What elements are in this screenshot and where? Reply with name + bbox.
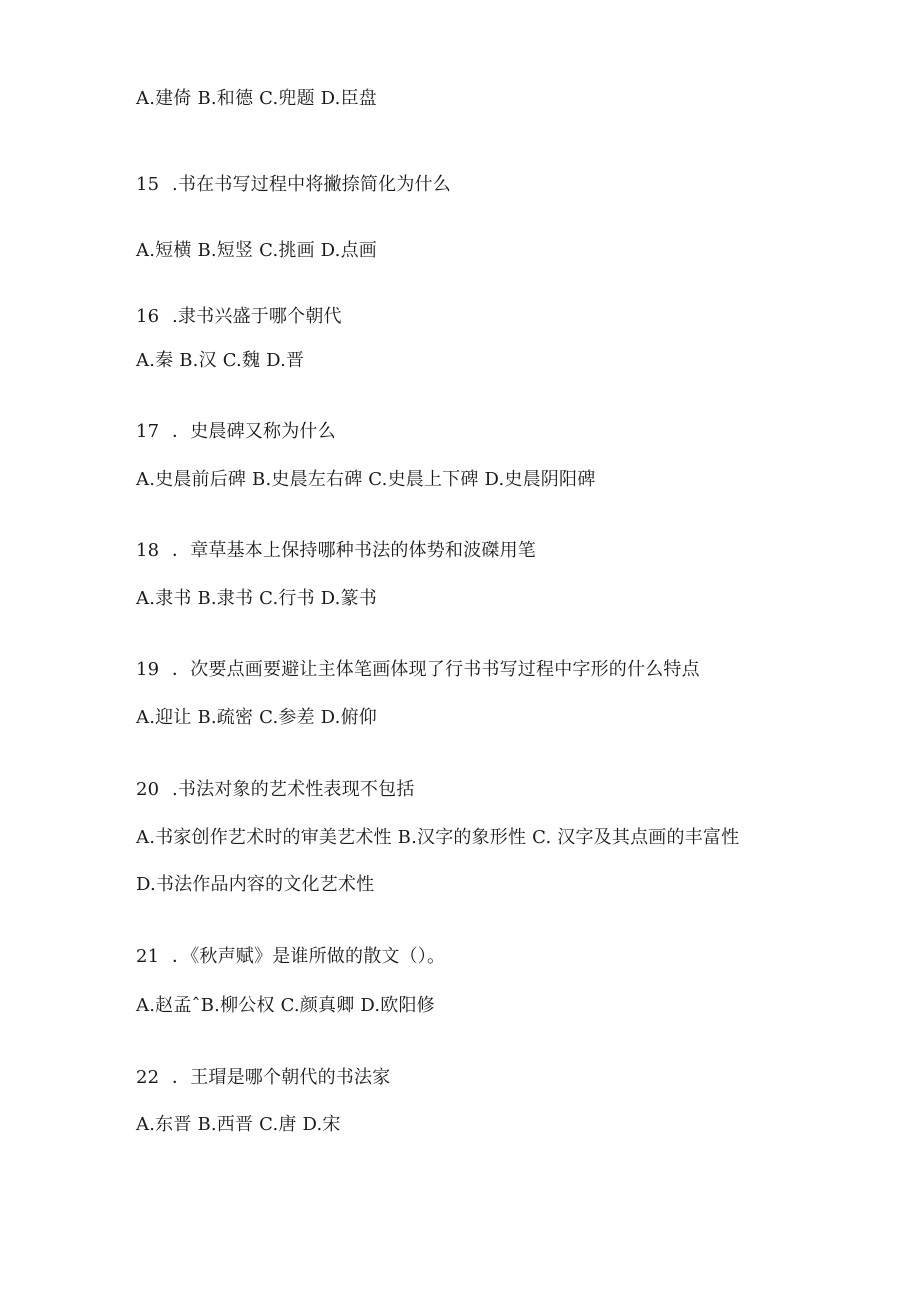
question-17 [136, 420, 336, 444]
question-19 [136, 658, 700, 682]
question-number: 21 [136, 946, 160, 967]
options-line-19 [136, 706, 377, 730]
options-text: A.史晨前后碑 B.史晨左右碑 C.史晨上下碑 D.史晨阴阳碑 [136, 469, 596, 490]
options-line-18 [136, 587, 377, 611]
question-15 [136, 173, 451, 197]
question-20 [136, 778, 415, 802]
options-text: A.隶书 B.隶书 C.行书 D.篆书 [136, 588, 377, 609]
options-text: A.赵孟ˆB.柳公权 C.颜真卿 D.欧阳修 [136, 995, 435, 1016]
options-line-21 [136, 994, 435, 1018]
options-line-14 [136, 87, 377, 111]
question-18 [136, 539, 536, 563]
options-text: A.建倚 B.和德 C.兜题 D.臣盘 [136, 88, 377, 109]
options-line-22 [136, 1113, 341, 1137]
question-number: 18 [136, 540, 160, 561]
options-text: A.秦 B.汉 C.魏 D.晋 [136, 350, 305, 371]
question-number: 19 [136, 659, 160, 680]
question-number: 16 [136, 306, 160, 327]
question-text: .隶书兴盛于哪个朝代 [172, 306, 342, 327]
question-text: .书法对象的艺术性表现不包括 [172, 779, 415, 800]
question-text: ．王瑁是哪个朝代的书法家 [172, 1067, 391, 1088]
question-16 [136, 305, 342, 329]
question-text: ．史晨碑又称为什么 [172, 421, 336, 442]
options-text: A.书家创作艺术时的审美艺术性 B.汉字的象形性 C. 汉字及其点画的丰富性 [136, 827, 740, 848]
question-text: ．次要点画要避让主体笔画体现了行书书写过程中字形的什么特点 [172, 659, 700, 680]
question-number: 20 [136, 779, 160, 800]
question-text: ．《秋声赋》是谁所做的散文（）。 [172, 946, 446, 967]
question-text: ．章草基本上保持哪种书法的体势和波磔用笔 [172, 540, 536, 561]
options-line-20a [136, 826, 739, 850]
options-text: A.迎让 B.疏密 C.参差 D.俯仰 [136, 707, 377, 728]
options-text: A.东晋 B.西晋 C.唐 D.宋 [136, 1114, 341, 1135]
question-21 [136, 945, 445, 969]
question-number: 22 [136, 1067, 160, 1088]
options-text: A.短横 B.短竖 C.挑画 D.点画 [136, 240, 377, 261]
question-22 [136, 1066, 390, 1090]
options-line-16 [136, 349, 304, 373]
options-text: D.书法作品内容的文化艺术性 [136, 874, 375, 895]
question-text: .书在书写过程中将撇捺简化为什么 [172, 174, 451, 195]
question-number: 15 [136, 174, 160, 195]
options-line-17 [136, 468, 595, 492]
options-line-15 [136, 239, 377, 263]
question-number: 17 [136, 421, 160, 442]
options-line-20b [136, 873, 374, 897]
